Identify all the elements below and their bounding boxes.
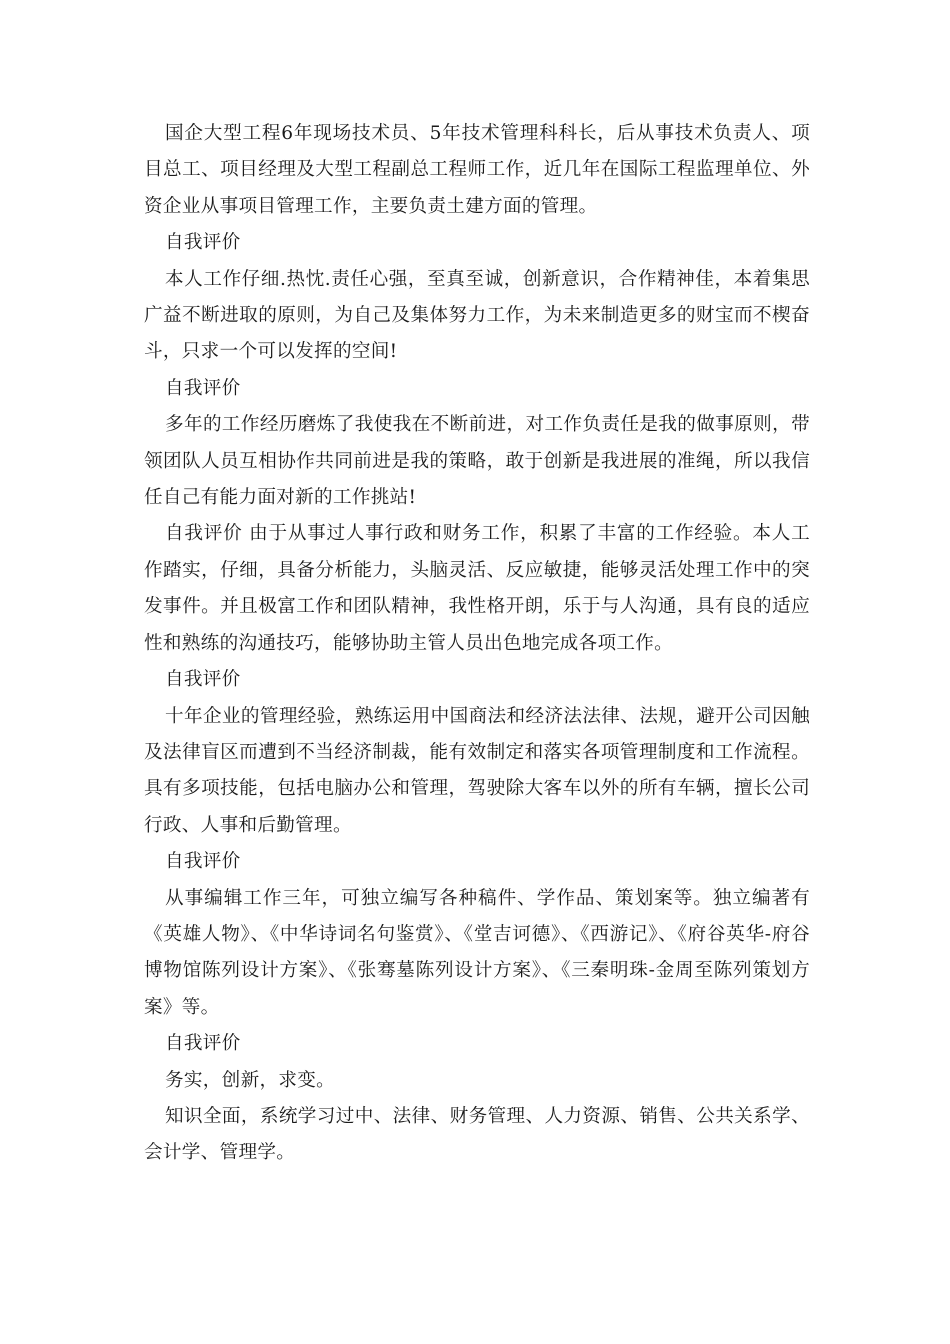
paragraph-evaluation: 本人工作仔细.热忱.责任心强，至真至诚，创新意识，合作精神佳，本着集思广益不断进取的原则，为自己及集体努力工作，为未来制造更多的财宝而不楔奋斗，只求一个可以发挥的空间!	[144, 268, 810, 363]
paragraph-evaluation: 十年企业的管理经验，熟练运用中国商法和经济法法律、法规，避开公司因触及法律盲区而遭到不当经济制裁，能有效制定和落实各项管理制度和工作流程。具有多项技能，包括电脑办公和管理，驾驶除大客车以外的所有车辆，擅长公司行政、人事和后勤管理。	[144, 705, 810, 836]
paragraph-evaluation: 多年的工作经历磨炼了我使我在不断前进，对工作负责任是我的做事原则，带领团队人员互相协作共同前进是我的策略，敢于创新是我进展的准绳，所以我信任自己有能力面对新的工作挑站!	[144, 414, 810, 509]
paragraph-evaluation: 从事编辑工作三年，可独立编写各种稿件、学作品、策划案等。独立编著有《英雄人物》、《中华诗词名句鉴赏》、《堂吉诃德》、《西游记》、《府谷英华-府谷博物馆陈列设计方案》、《张骞墓陈列设计方案》、《三秦明珠-金周至陈列策划方案》等。	[144, 887, 810, 1018]
paragraph-knowledge: 知识全面，系统学习过中、法律、财务管理、人力资源、销售、公共关系学、会计学、管理学。	[144, 1105, 810, 1164]
paragraph-evaluation: 务实，创新，求变。	[165, 1069, 336, 1091]
heading-self-evaluation: 自我评价	[165, 377, 241, 399]
heading-self-evaluation: 自我评价	[165, 669, 241, 691]
document-page	[144, 116, 810, 1172]
heading-self-evaluation: 自我评价	[165, 851, 241, 873]
heading-self-evaluation: 自我评价	[165, 232, 241, 254]
heading-self-evaluation: 自我评价	[165, 1033, 241, 1055]
paragraph-experience: 国企大型工程6年现场技术员、5年技术管理科科长，后从事技术负责人、项目总工、项目经理及大型工程副总工程师工作，近几年在国际工程监理单位、外资企业从事项目管理工作，主要负责土建方面的管理。	[144, 123, 810, 217]
paragraph-evaluation: 自我评价 由于从事过人事行政和财务工作，积累了丰富的工作经验。本人工作踏实，仔细，具备分析能力，头脑灵活、反应敏捷，能够灵活处理工作中的突发事件。并且极富工作和团队精神，我性格开朗，乐于与人沟通，具有良的适应性和熟练的沟通技巧，能够协助主管人员出色地完成各项工作。	[144, 523, 810, 654]
